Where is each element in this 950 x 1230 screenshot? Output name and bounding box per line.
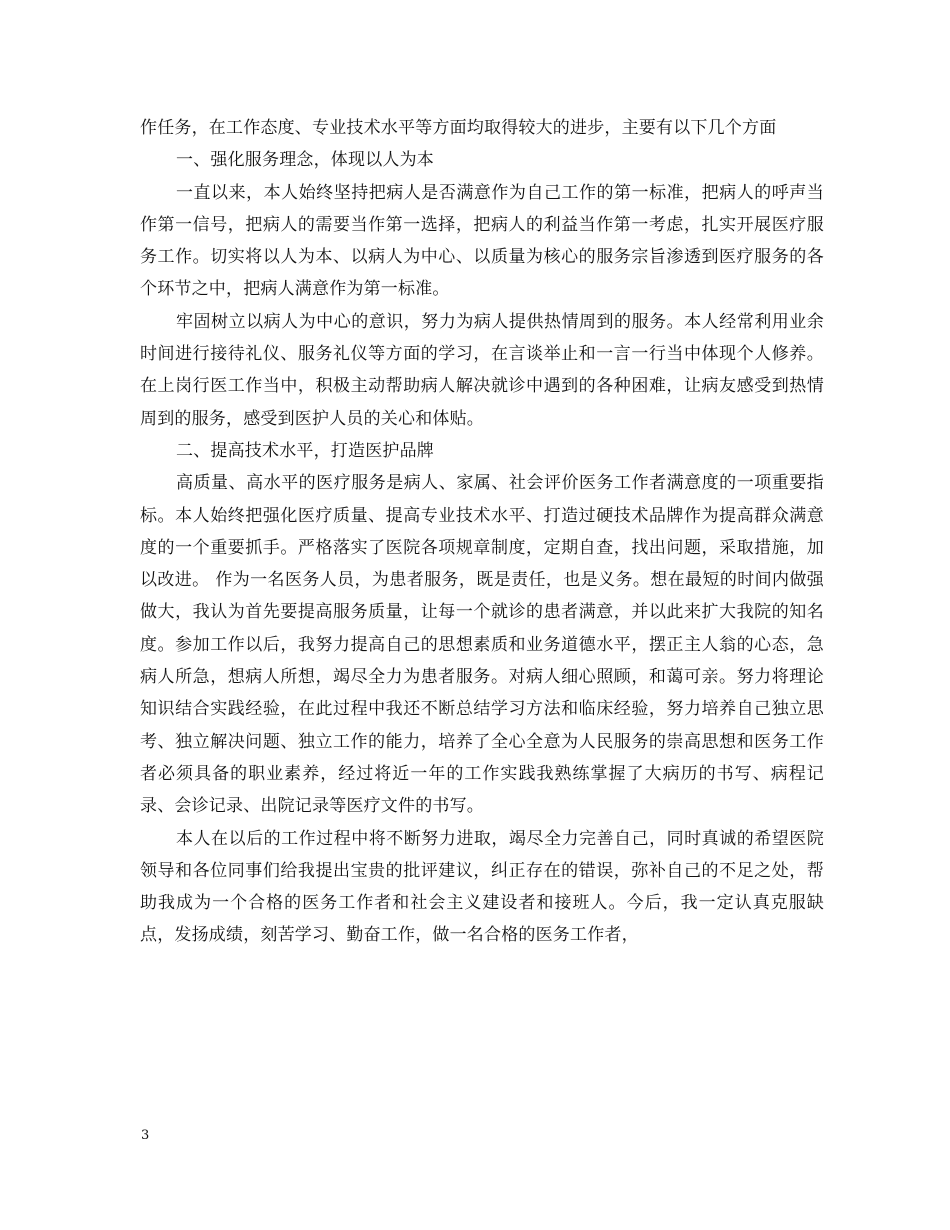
paragraph-patient-first: 一直以来，本人始终坚持把病人是否满意作为自己工作的第一标准，把病人的呼声当作第一信号，把病人的需要当作第一选择，把病人的利益当作第一考虑，扎实开展医疗服务工作。切实将以人为本、以病人为中心、以质量为核心的服务宗旨渗透到医疗服务的各个环节之中，把病人满意作为第一标准。: [140, 182, 824, 300]
paragraph-service-awareness: 牢固树立以病人为中心的意识，努力为病人提供热情周到的服务。本人经常利用业余时间进行接待礼仪、服务礼仪等方面的学习，在言谈举止和一言一行当中体现个人修养。在上岗行医工作当中，积极主动帮助病人解决就诊中遇到的各种困难，让病友感受到热情周到的服务，感受到医护人员的关心和体贴。: [140, 311, 824, 429]
paragraph-continuation: 作任务，在工作态度、专业技术水平等方面均取得较大的进步，主要有以下几个方面: [140, 118, 777, 138]
document-body: [140, 112, 824, 952]
paragraph-technical-quality: 高质量、高水平的医疗服务是病人、家属、社会评价医务工作者满意度的一项重要指标。本人始终把强化医疗质量、提高专业技术水平、打造过硬技术品牌作为提高群众满意度的一个重要抓手。严格落实了医院各项规章制度，定期自查，找出问题，采取措施，加以改进。 作为一名医务人员，为患者服务，既是责任，也是义务。想在最短的时间内做强做大，我认为首先要提高服务质量，让每一个就诊的患者满意，并以此来扩大我院的知名度。参加工作以后，我努力提高自己的思想素质和业务道德水平，摆正主人翁的心态，急病人所急，想病人所想，竭尽全力为患者服务。对病人细心照顾，和蔼可亲。努力将理论知识结合实践经验，在此过程中我还不断总结学习方法和临床经验，努力培养自己独立思考、独立解决问题、独立工作的能力，培养了全心全意为人民服务的崇高思想和医务工作者必须具备的职业素养，经过将近一年的工作实践我熟练掌握了大病历的书写、病程记录、会诊记录、出院记录等医疗文件的书写。: [140, 473, 824, 817]
section-heading-1: 一、强化服务理念，体现以人为本: [176, 150, 434, 171]
paragraph-future-commitment: 本人在以后的工作过程中将不断努力进取，竭尽全力完善自己，同时真诚的希望医院领导和各位同事们给我提出宝贵的批评建议，纠正存在的错误，弥补自己的不足之处，帮助我成为一个合格的医务工作者和社会主义建设者和接班人。今后，我一定认真克服缺点，发扬成绩，刻苦学习、勤奋工作，做一名合格的医务工作者，: [140, 828, 824, 946]
section-heading-2: 二、提高技术水平，打造医护品牌: [176, 440, 434, 461]
page-number: 3: [141, 1128, 150, 1143]
